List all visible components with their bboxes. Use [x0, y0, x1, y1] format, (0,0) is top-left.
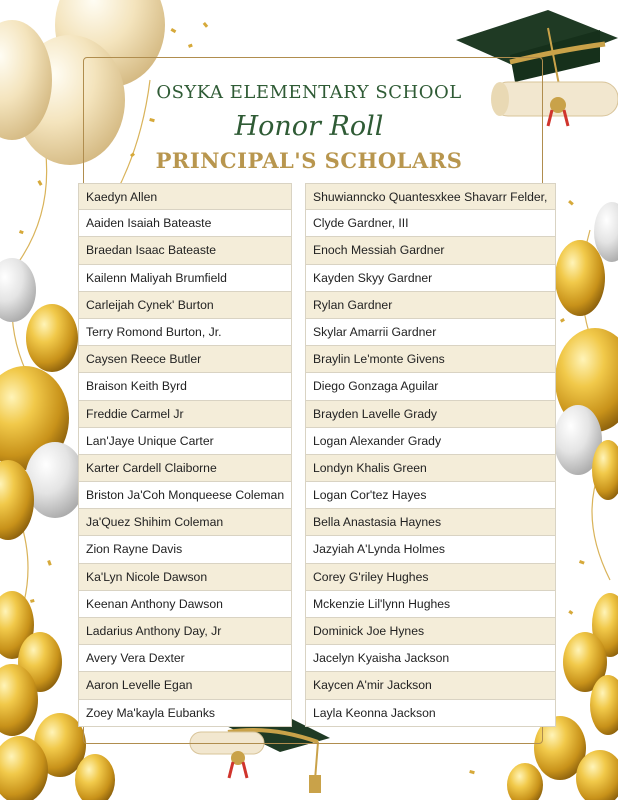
- name-row: Corey G'riley Hughes: [305, 564, 556, 591]
- names-column-right: [305, 183, 556, 727]
- name-row: Keenan Anthony Dawson: [78, 591, 292, 618]
- balloon-icon: [555, 240, 605, 316]
- name-row: Shuwianncko Quantesxkee Shavarr Felder,: [305, 183, 556, 210]
- name-row: Ka'Lyn Nicole Dawson: [78, 564, 292, 591]
- school-name: OSYKA ELEMENTARY SCHOOL: [156, 82, 462, 103]
- balloon-icon: [507, 763, 543, 800]
- name-row: Rylan Gardner: [305, 292, 556, 319]
- name-row: Aaron Levelle Egan: [78, 672, 292, 699]
- balloon-icon: [0, 258, 36, 322]
- name-row: Carleijah Cynek' Burton: [78, 292, 292, 319]
- name-row: Kayden Skyy Gardner: [305, 265, 556, 292]
- name-row: Caysen Reece Butler: [78, 346, 292, 373]
- name-row: Kaedyn Allen: [78, 183, 292, 210]
- balloon-icon: [26, 304, 78, 372]
- name-row: Braison Keith Byrd: [78, 373, 292, 400]
- name-row: Logan Cor'tez Hayes: [305, 482, 556, 509]
- name-row: Diego Gonzaga Aguilar: [305, 373, 556, 400]
- name-row: Londyn Khalis Green: [305, 455, 556, 482]
- name-row: Aaiden Isaiah Bateaste: [78, 210, 292, 237]
- name-row: Kailenn Maliyah Brumfield: [78, 265, 292, 292]
- name-row: Clyde Gardner, III: [305, 210, 556, 237]
- name-row: Layla Keonna Jackson: [305, 700, 556, 727]
- honor-roll-title: Honor Roll: [234, 111, 384, 142]
- name-row: Ja'Quez Shihim Coleman: [78, 509, 292, 536]
- name-row: Freddie Carmel Jr: [78, 401, 292, 428]
- scholars-subtitle: PRINCIPAL'S SCHOLARS: [155, 148, 463, 173]
- names-column-left: [78, 183, 292, 727]
- name-row: Zion Rayne Davis: [78, 536, 292, 563]
- name-row: Mckenzie Lil'lynn Hughes: [305, 591, 556, 618]
- name-row: Logan Alexander Grady: [305, 428, 556, 455]
- name-row: Bella Anastasia Haynes: [305, 509, 556, 536]
- name-row: Terry Romond Burton, Jr.: [78, 319, 292, 346]
- name-row: Jacelyn Kyaisha Jackson: [305, 645, 556, 672]
- name-row: Zoey Ma'kayla Eubanks: [78, 700, 292, 727]
- name-row: Kaycen A'mir Jackson: [305, 672, 556, 699]
- name-row: Dominick Joe Hynes: [305, 618, 556, 645]
- name-row: Skylar Amarrii Gardner: [305, 319, 556, 346]
- name-row: Jazyiah A'Lynda Holmes: [305, 536, 556, 563]
- name-row: Braedan Isaac Bateaste: [78, 237, 292, 264]
- name-row: Braylin Le'monte Givens: [305, 346, 556, 373]
- name-row: Avery Vera Dexter: [78, 645, 292, 672]
- name-row: Karter Cardell Claiborne: [78, 455, 292, 482]
- name-row: Enoch Messiah Gardner: [305, 237, 556, 264]
- name-row: Briston Ja'Coh Monqueese Coleman: [78, 482, 292, 509]
- name-row: Lan'Jaye Unique Carter: [78, 428, 292, 455]
- name-row: Ladarius Anthony Day, Jr: [78, 618, 292, 645]
- name-row: Brayden Lavelle Grady: [305, 401, 556, 428]
- balloon-icon: [25, 442, 85, 518]
